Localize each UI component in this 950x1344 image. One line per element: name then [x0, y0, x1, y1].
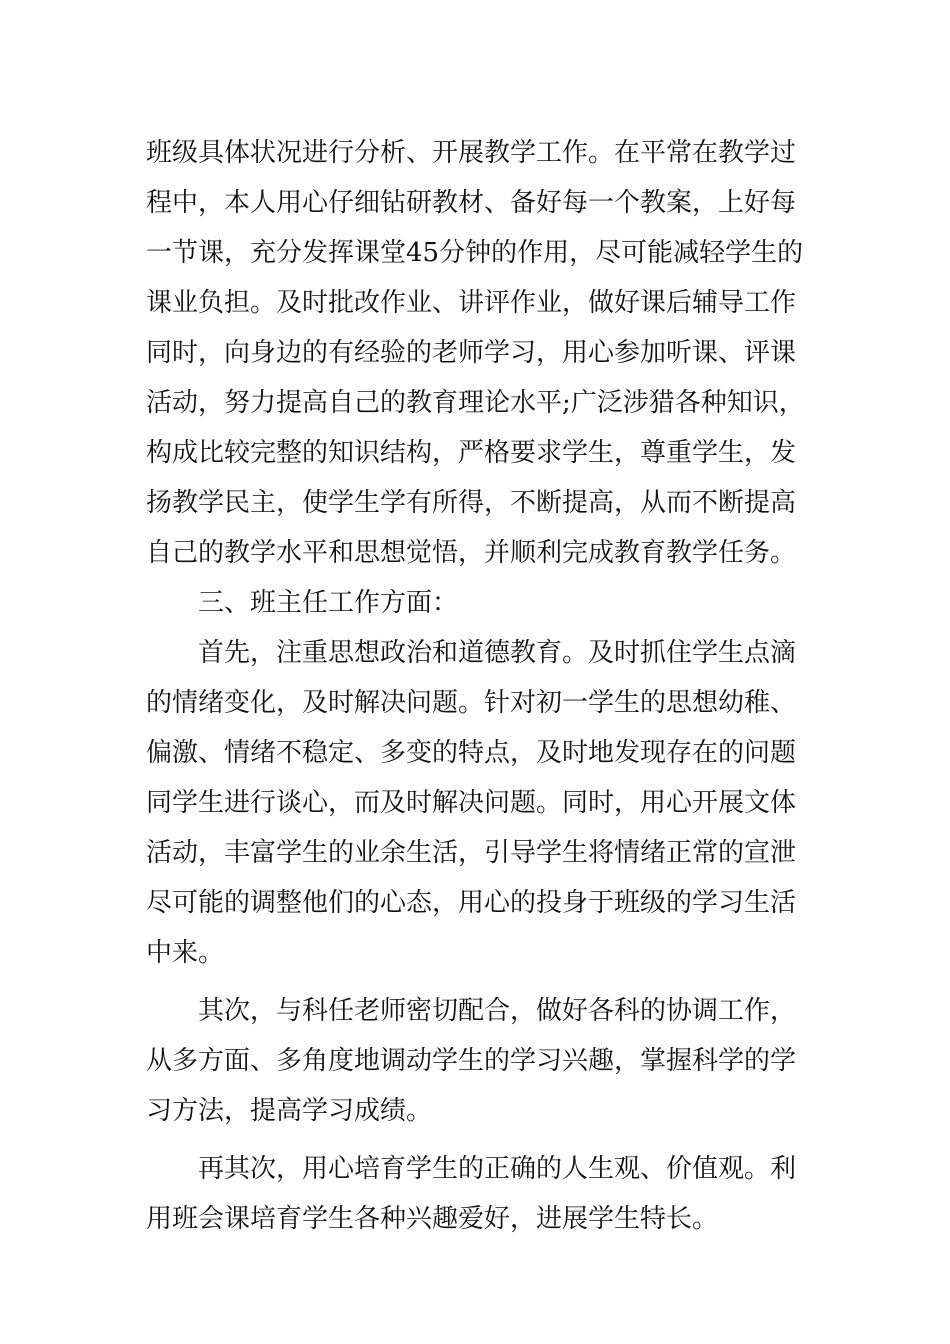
text-line: 一节课，充分发挥课堂45分钟的作用，尽可能减轻学生的 [146, 238, 804, 268]
section-heading: 三、班主任工作方面： [146, 588, 459, 618]
text-line: 活动，丰富学生的业余生活，引导学生将情绪正常的宣泄 [146, 838, 797, 868]
text-line: 同学生进行谈心，而及时解决问题。同时，用心开展文体 [146, 788, 797, 818]
text-line: 班级具体状况进行分析、开展教学工作。在平常在教学过 [146, 138, 797, 168]
text-line: 同时，向身边的有经验的老师学习，用心参加听课、评课 [146, 338, 797, 368]
text-line: 用班会课培育学生各种兴趣爱好，进展学生特长。 [146, 1204, 719, 1234]
text-line: 尽可能的调整他们的心态，用心的投身于班级的学习生活 [146, 888, 797, 918]
document-body [146, 128, 806, 1244]
text-line: 构成比较完整的知识结构，严格要求学生，尊重学生，发 [146, 438, 797, 468]
text-line: 中来。 [146, 938, 225, 968]
paragraph-gap [146, 1136, 806, 1144]
text-line: 其次，与科任老师密切配合，做好各科的协调工作， [146, 996, 797, 1026]
text-line: 的情绪变化，及时解决问题。针对初一学生的思想幼稚、 [146, 688, 797, 718]
text-line: 自己的教学水平和思想觉悟，并顺利完成教育教学任务。 [146, 538, 797, 568]
text-line: 首先，注重思想政治和道德教育。及时抓住学生点滴 [146, 638, 797, 668]
text-line: 课业负担。及时批改作业、讲评作业，做好课后辅导工作 [146, 288, 797, 318]
text-line: 再其次，用心培育学生的正确的人生观、价值观。利 [146, 1154, 797, 1184]
text-line: 从多方面、多角度地调动学生的学习兴趣，掌握科学的学 [146, 1046, 797, 1076]
text-line: 程中，本人用心仔细钻研教材、备好每一个教案，上好每 [146, 188, 797, 218]
text-line: 习方法，提高学习成绩。 [146, 1096, 433, 1126]
text-line: 活动，努力提高自己的教育理论水平;广泛涉猎各种知识， [146, 388, 805, 418]
paragraph-gap [146, 978, 806, 986]
text-line: 偏激、情绪不稳定、多变的特点，及时地发现存在的问题 [146, 738, 797, 768]
text-line: 扬教学民主，使学生学有所得，不断提高，从而不断提高 [146, 488, 797, 518]
